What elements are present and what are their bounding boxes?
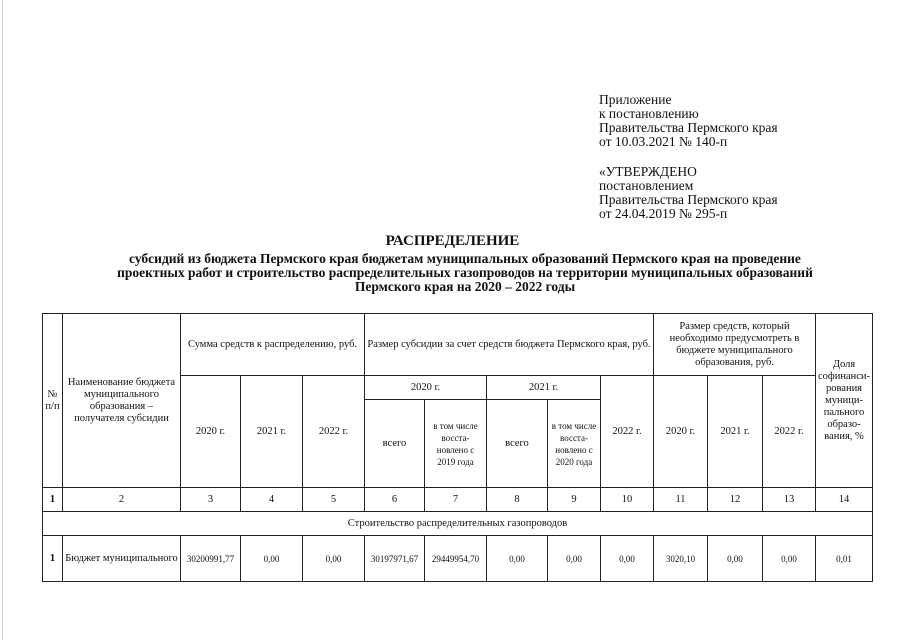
header-cofin-amount: Размер средств, который необходимо предусмотреть в бюджете муниципального образования, руб. — [654, 314, 816, 376]
col-number: 5 — [303, 488, 365, 512]
appendix-line: Правительства Пермского края — [599, 120, 778, 135]
col-number: 14 — [816, 488, 873, 512]
header-sum: Сумма средств к распределению, руб. — [181, 314, 365, 376]
col-number: 10 — [601, 488, 654, 512]
table-cell: 29449954,70 — [425, 536, 487, 582]
header-restored-2019: в том числе восста-новлено с 2019 года — [425, 400, 487, 488]
table-cell: 0,00 — [548, 536, 601, 582]
appendix-line: к постановлению — [599, 106, 699, 121]
col-number: 4 — [241, 488, 303, 512]
page-edge-line — [2, 0, 3, 640]
subtitle-line: субсидий из бюджета Пермского края бюджетам муниципальных образований Пермского края на проведение — [129, 251, 801, 266]
approved-line: от 24.04.2019 № 295-п — [599, 206, 728, 221]
header-total-2020: всего — [365, 400, 425, 488]
col-number: 3 — [181, 488, 241, 512]
table-cell: 3020,10 — [654, 536, 708, 582]
appendix-block — [599, 93, 778, 149]
approved-line: Правительства Пермского края — [599, 192, 778, 207]
table-cell: 0,00 — [487, 536, 548, 582]
header-share: Доля софинанси-рования муници-пального образо-вания, % — [816, 314, 873, 488]
col-number: 13 — [763, 488, 816, 512]
header-subsidy-2020: 2020 г. — [365, 376, 487, 400]
section-row — [43, 512, 873, 536]
table-cell: 0,00 — [303, 536, 365, 582]
distribution-table — [42, 313, 873, 582]
section-title: Строительство распределительных газопроводов — [43, 512, 873, 536]
header-sum-2020: 2020 г. — [181, 376, 241, 488]
col-number: 1 — [43, 488, 63, 512]
header-sum-2022: 2022 г. — [303, 376, 365, 488]
header-num: № п/п — [43, 314, 63, 488]
header-subsidy: Размер субсидии за счет средств бюджета Пермского края, руб. — [365, 314, 654, 376]
subtitle-line: проектных работ и строительство распределительных газопроводов на территории муниципальных образований — [117, 265, 813, 280]
col-number: 8 — [487, 488, 548, 512]
appendix-line: Приложение — [599, 92, 672, 107]
table-cell: 30197971,67 — [365, 536, 425, 582]
approved-block — [599, 165, 778, 221]
col-number: 6 — [365, 488, 425, 512]
header-cofin-2020: 2020 г. — [654, 376, 708, 488]
document-title: РАСПРЕДЕЛЕНИЕ — [385, 233, 520, 249]
header-total-2021: всего — [487, 400, 548, 488]
header-cofin-2022: 2022 г. — [763, 376, 816, 488]
table-cell: 0,00 — [763, 536, 816, 582]
document-subtitle — [70, 252, 860, 294]
approved-line: «УТВЕРЖДЕНО — [599, 164, 697, 179]
table-cell: 1 — [43, 536, 63, 582]
header-sum-2021: 2021 г. — [241, 376, 303, 488]
table-cell: 0,00 — [601, 536, 654, 582]
table-row — [43, 536, 873, 582]
col-number: 7 — [425, 488, 487, 512]
approved-line: постановлением — [599, 178, 694, 193]
header-name: Наименование бюджета муниципального образования – получателя субсидии — [63, 314, 181, 488]
column-number-row — [43, 488, 873, 512]
table-cell: 30200991,77 — [181, 536, 241, 582]
col-number: 9 — [548, 488, 601, 512]
header-subsidy-2022: 2022 г. — [601, 376, 654, 488]
header-restored-2020: в том числе восста-новлено с 2020 года — [548, 400, 601, 488]
col-number: 11 — [654, 488, 708, 512]
header-cofin-2021: 2021 г. — [708, 376, 763, 488]
table-cell: 0,01 — [816, 536, 873, 582]
header-subsidy-2021: 2021 г. — [487, 376, 601, 400]
col-number: 12 — [708, 488, 763, 512]
appendix-line: от 10.03.2021 № 140-п — [599, 134, 728, 149]
col-number: 2 — [63, 488, 181, 512]
subtitle-line: Пермского края на 2020 – 2022 годы — [354, 279, 576, 294]
table-cell: 0,00 — [241, 536, 303, 582]
table-cell: 0,00 — [708, 536, 763, 582]
table-cell: Бюджет муниципального — [63, 536, 181, 582]
